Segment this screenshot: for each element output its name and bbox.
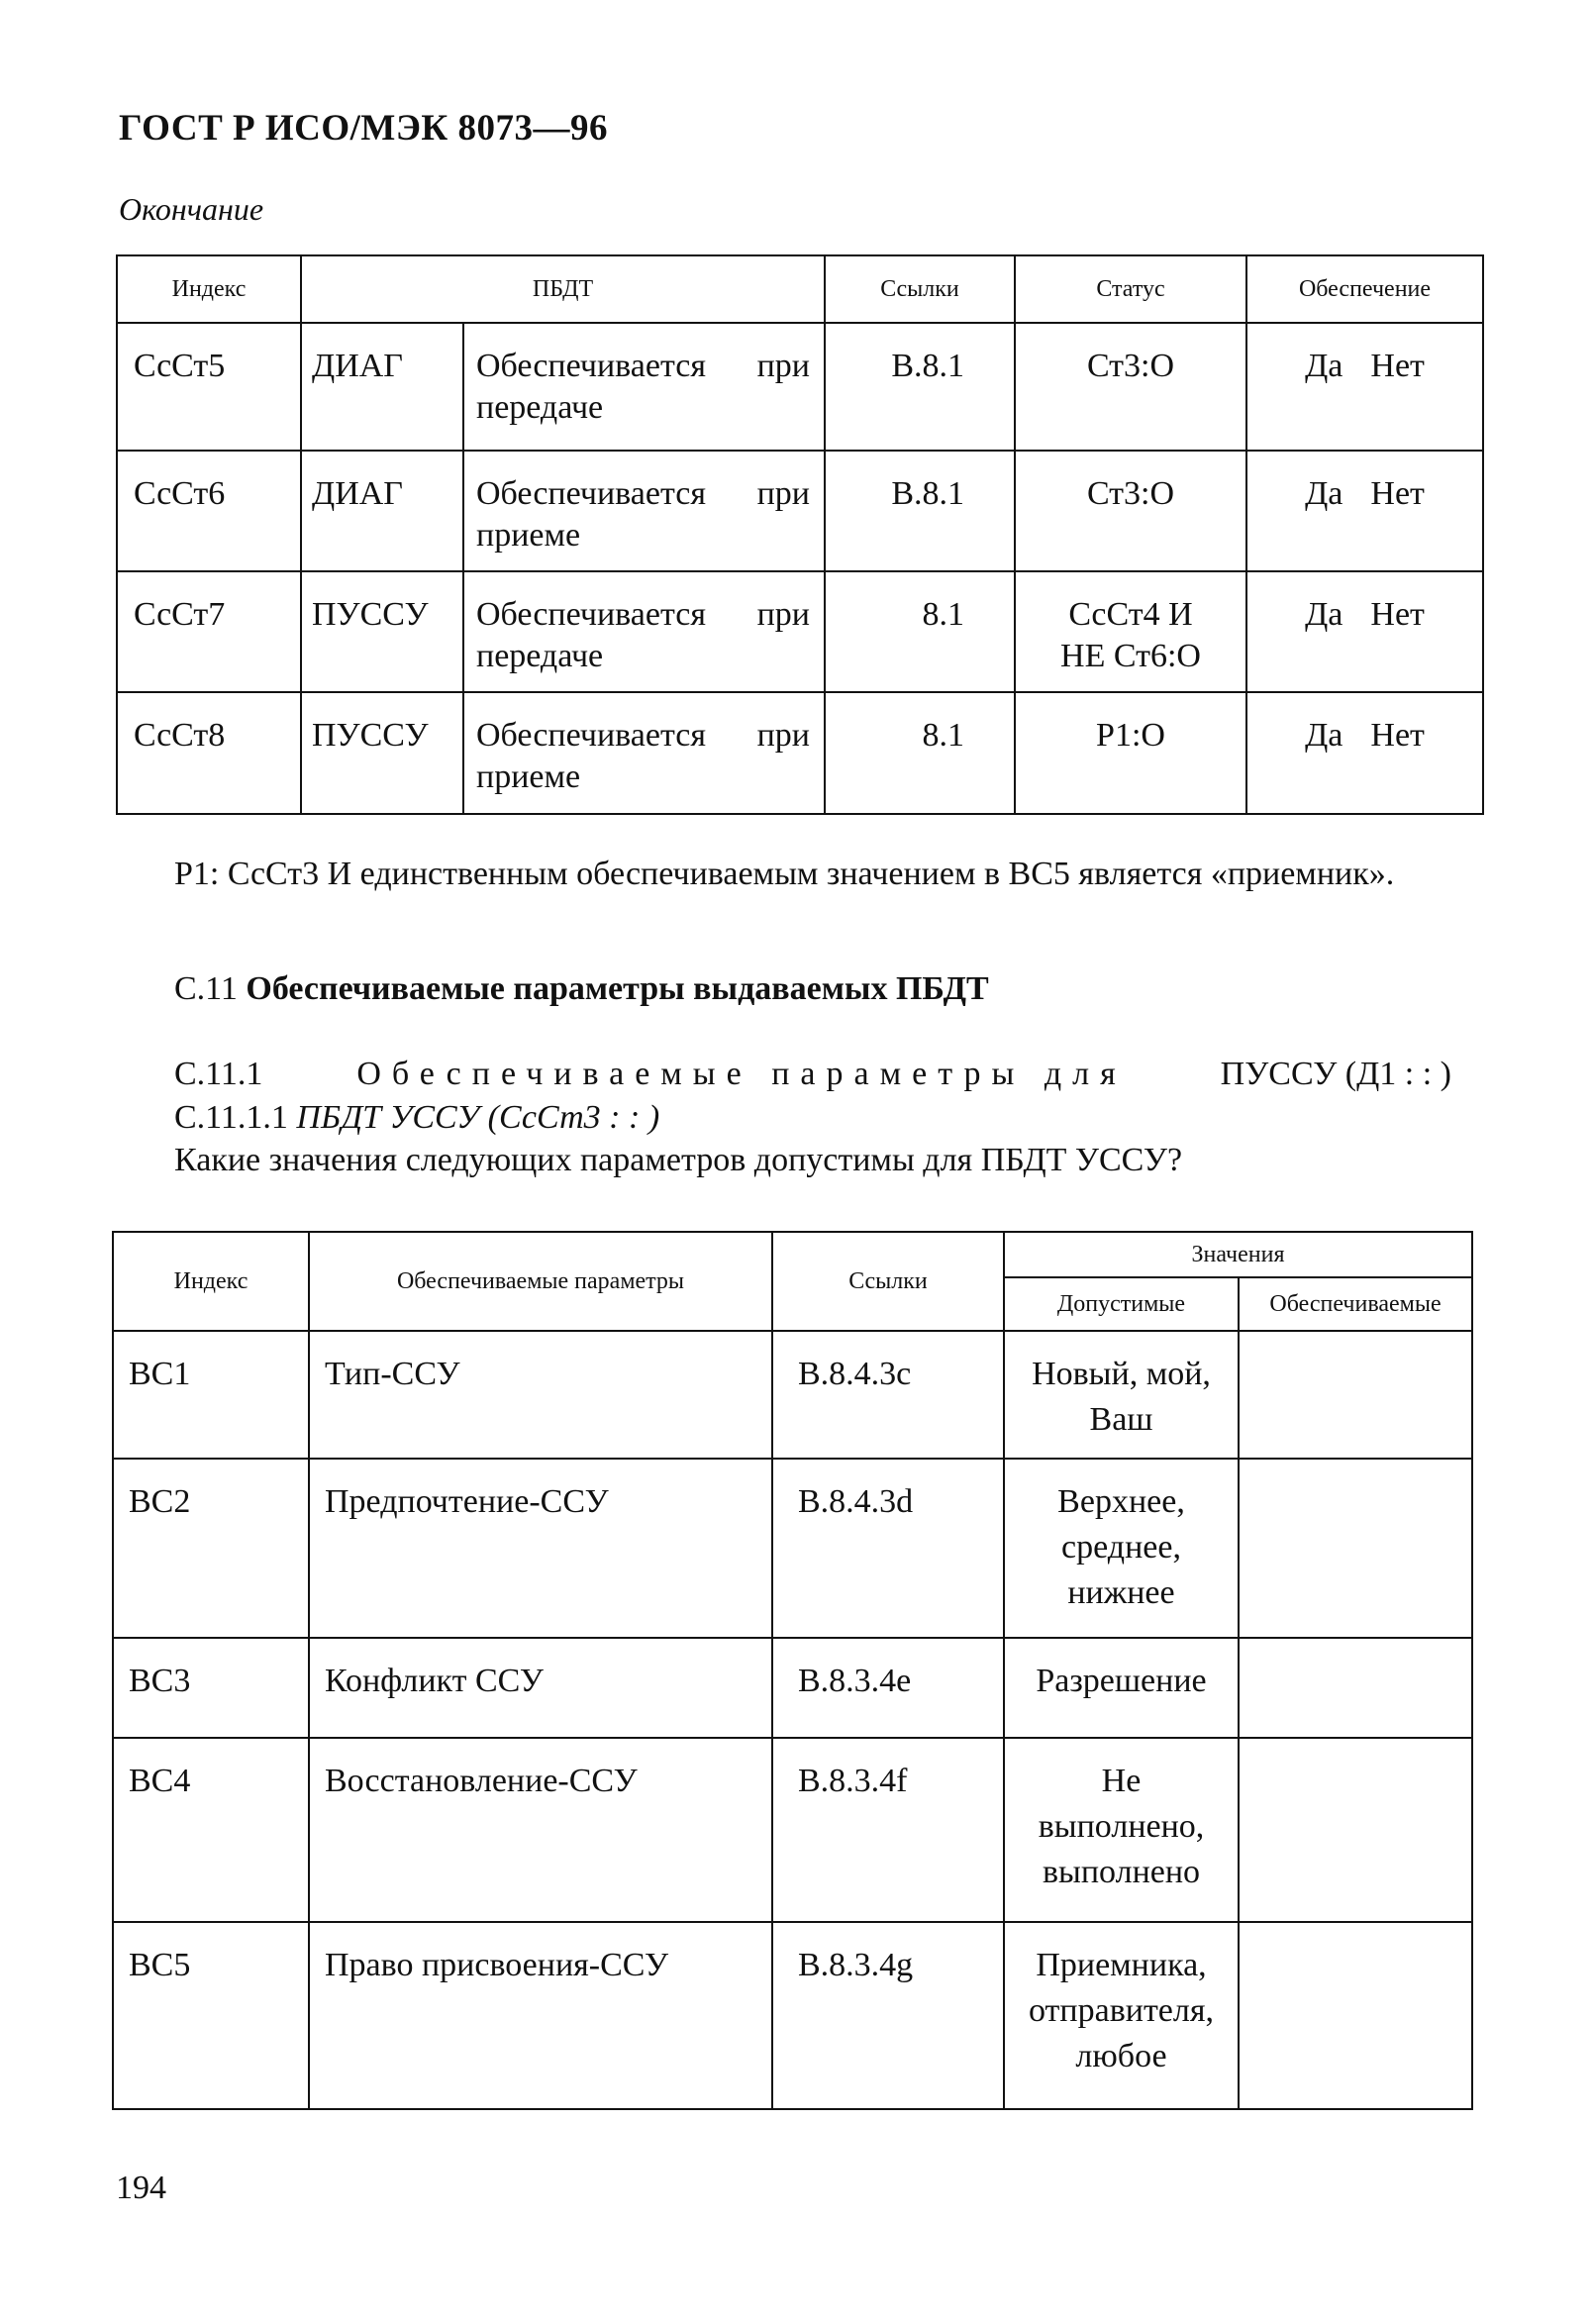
cell-ref: B.8.1 [825, 323, 1015, 451]
table-header-row [117, 255, 1483, 323]
subsubsection-title: ПБДТ УССУ (СсСт3 : : ) [296, 1099, 660, 1136]
yes-option: Да [1305, 717, 1343, 754]
cell-status: Р1:О [1015, 692, 1246, 814]
table-row [113, 1331, 1472, 1459]
question-text: Какие значения следующих параметров допустимы для ПБДТ УССУ? [174, 1142, 1183, 1178]
col-supported: Обеспечиваемые [1239, 1277, 1472, 1331]
table-row [117, 571, 1483, 692]
cell-support [1246, 692, 1483, 814]
cell-ref: B.8.3.4e [772, 1638, 1004, 1738]
col-pbdt: ПБДТ [301, 255, 825, 323]
table-footnote: Р1: СсСт3 И единственным обеспечиваемым значением в ВС5 является «приемник». [174, 856, 1395, 892]
cell-param: Право присвоения-ССУ [309, 1922, 772, 2109]
cell-desc: Обеспечивается при передаче [463, 571, 825, 692]
subsubsection-number: С.11.1.1 [174, 1099, 288, 1136]
cell-supported [1239, 1331, 1472, 1459]
cell-index: СсСт8 [117, 692, 301, 814]
cell-param: Предпочтение-ССУ [309, 1459, 772, 1638]
cell-param: Восстановление-ССУ [309, 1738, 772, 1922]
subsection-title: Обеспечиваемые параметры для [356, 1056, 1127, 1092]
cell-supported [1239, 1922, 1472, 2109]
cell-allowed: Новый, мой, Ваш [1004, 1331, 1239, 1459]
cell-index: СсСт5 [117, 323, 301, 451]
table-row [113, 1738, 1472, 1922]
cell-index: СсСт6 [117, 451, 301, 571]
table-row [113, 1922, 1472, 2109]
col-refs: Ссылки [825, 255, 1015, 323]
cell-support [1246, 571, 1483, 692]
cell-desc: Обеспечивается при приеме [463, 451, 825, 571]
cell-desc: Обеспечивается при передаче [463, 323, 825, 451]
cell-desc: Обеспечивается при приеме [463, 692, 825, 814]
cell-supported [1239, 1738, 1472, 1922]
cell-status: Ст3:О [1015, 451, 1246, 571]
cell-ref: B.8.4.3d [772, 1459, 1004, 1638]
col-status: Статус [1015, 255, 1246, 323]
page-number: 194 [116, 2170, 166, 2206]
cell-ref: 8.1 [825, 692, 1015, 814]
section-number: С.11 [174, 970, 238, 1007]
cell-support [1246, 451, 1483, 571]
conformance-table [116, 254, 1484, 815]
no-option: Нет [1370, 475, 1425, 512]
cell-supported [1239, 1459, 1472, 1638]
col-support: Обеспечение [1246, 255, 1483, 323]
col-params: Обеспечиваемые параметры [309, 1232, 772, 1331]
cell-ref: B.8.4.3c [772, 1331, 1004, 1459]
col-index: Индекс [117, 255, 301, 323]
section-title: Обеспечиваемые параметры выдаваемых ПБДТ [246, 970, 989, 1007]
continuation-label: Окончание [119, 191, 264, 227]
document-header: ГОСТ Р ИСО/МЭК 8073—96 [119, 108, 609, 149]
cell-pbdt: ПУССУ [301, 692, 463, 814]
parameters-table [112, 1231, 1473, 2110]
no-option: Нет [1370, 717, 1425, 754]
cell-supported [1239, 1638, 1472, 1738]
cell-index: ВС1 [113, 1331, 309, 1459]
yes-option: Да [1305, 475, 1343, 512]
cell-ref: B.8.3.4f [772, 1738, 1004, 1922]
cell-allowed: Разрешение [1004, 1638, 1239, 1738]
cell-index: ВС2 [113, 1459, 309, 1638]
cell-pbdt: ДИАГ [301, 451, 463, 571]
cell-allowed: Верхнее, среднее, нижнее [1004, 1459, 1239, 1638]
table-row [113, 1459, 1472, 1638]
cell-ref: 8.1 [825, 571, 1015, 692]
subsubsection-heading [174, 1099, 659, 1137]
col-values: Значения [1004, 1232, 1472, 1277]
table-row [113, 1638, 1472, 1738]
cell-status: СсСт4 И НЕ Ст6:О [1015, 571, 1246, 692]
cell-index: ВС4 [113, 1738, 309, 1922]
no-option: Нет [1370, 596, 1425, 633]
table-row [117, 451, 1483, 571]
subsection-number: С.11.1 [174, 1056, 263, 1092]
cell-ref: B.8.3.4g [772, 1922, 1004, 2109]
cell-param: Конфликт ССУ [309, 1638, 772, 1738]
table-row [117, 692, 1483, 814]
table-row [117, 323, 1483, 451]
cell-pbdt: ПУССУ [301, 571, 463, 692]
col-allowed: Допустимые [1004, 1277, 1239, 1331]
cell-pbdt: ДИАГ [301, 323, 463, 451]
table-header-row [113, 1232, 1472, 1277]
subsection-tail: ПУССУ (Д1 : : ) [1220, 1056, 1451, 1092]
col-refs: Ссылки [772, 1232, 1004, 1331]
cell-index: ВС5 [113, 1922, 309, 2109]
cell-allowed: Не выполнено, выполнено [1004, 1738, 1239, 1922]
section-heading [174, 970, 989, 1008]
subsection-heading [174, 1056, 1451, 1093]
no-option: Нет [1370, 348, 1425, 384]
col-index: Индекс [113, 1232, 309, 1331]
cell-allowed: Приемника, отправителя, любое [1004, 1922, 1239, 2109]
yes-option: Да [1305, 348, 1343, 384]
cell-status: Ст3:О [1015, 323, 1246, 451]
cell-index: СсСт7 [117, 571, 301, 692]
cell-ref: B.8.1 [825, 451, 1015, 571]
yes-option: Да [1305, 596, 1343, 633]
cell-index: ВС3 [113, 1638, 309, 1738]
cell-param: Тип-ССУ [309, 1331, 772, 1459]
cell-support [1246, 323, 1483, 451]
